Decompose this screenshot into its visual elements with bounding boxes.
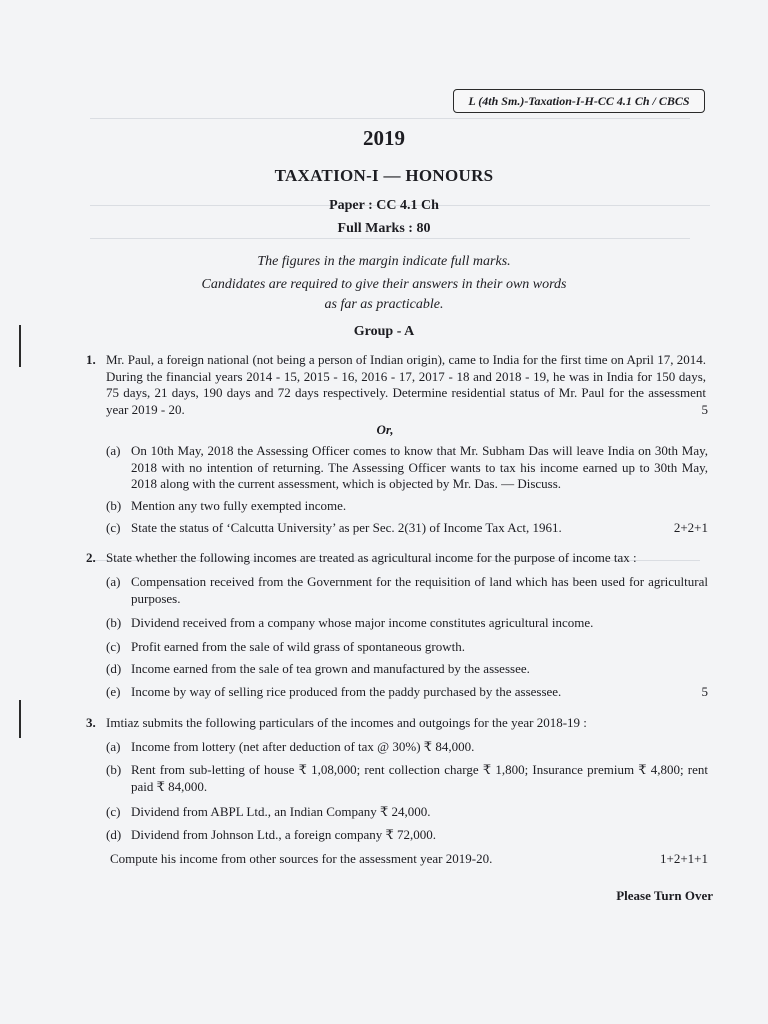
question-footer-text: Compute his income from other sources for the assessment year 2019-20. [110, 851, 493, 866]
sub-question-label: (a) [106, 739, 121, 754]
instruction-line: Candidates are required to give their answers in their own words [201, 277, 567, 292]
sub-question-text: Dividend from Johnson Ltd., a foreign company ₹ 72,000. [131, 827, 437, 842]
sub-question-label: (c) [106, 520, 121, 535]
full-marks: Full Marks : 80 [337, 221, 431, 236]
question-number: 1. [86, 352, 96, 367]
sub-question-label: (b) [106, 615, 122, 630]
bleed-through-line [90, 118, 690, 119]
sub-question-text: State the status of ‘Calcutta University’ as per Sec. 2(31) of Income Tax Act, 1961. [131, 520, 562, 535]
question-number: 3. [86, 715, 96, 730]
sub-question-label: (a) [106, 443, 121, 458]
question-marks: 5 [701, 402, 708, 417]
sub-question-label: (a) [106, 574, 121, 589]
sub-question-text: On 10th May, 2018 the Assessing Officer comes to know that Mr. Subham Das will leave India on 30th May, 2018 with no intention of returning. The Assessing Officer wants to tax his income earned up to 30th May, 2018 along with the current assessment, which is objected by Mr. Das. — Discuss. [131, 443, 708, 491]
margin-mark [19, 700, 21, 738]
question-marks: 1+2+1+1 [660, 851, 708, 866]
paper-code: Paper : CC 4.1 Ch [329, 198, 439, 213]
question-text: Mr. Paul, a foreign national (not being a person of Indian origin), came to India for the first time on April 17, 2014. During the financial years 2014 - 15, 2015 - 16, 2016 - 17, 2017 - 18 and 2018 - 19, he was in India for 150 days, 75 days, 21 days, 190 days and 72 days respectively. Determine residential status of Mr. Paul for the assessment year 2019 - 20. [106, 352, 706, 417]
sub-question-text: Income from lottery (net after deduction of tax @ 30%) ₹ 84,000. [131, 739, 475, 754]
bleed-through-line [90, 238, 690, 239]
sub-question-text: Profit earned from the sale of wild grass of spontaneous growth. [131, 639, 465, 654]
question-marks: 5 [701, 684, 708, 699]
sub-question-label: (c) [106, 804, 121, 819]
question-text: Imtiaz submits the following particulars of the incomes and outgoings for the year 2018-19 : [106, 715, 587, 730]
question-marks: 2+2+1 [673, 520, 708, 535]
or-separator: Or, [376, 422, 394, 437]
sub-question-text: Income earned from the sale of tea grown and manufactured by the assessee. [131, 661, 530, 676]
sub-question-text: Dividend from ABPL Ltd., an Indian Company ₹ 24,000. [131, 804, 431, 819]
sub-question-label: (d) [106, 827, 122, 842]
exam-year: 2019 [363, 126, 405, 150]
sub-question-text: Mention any two fully exempted income. [131, 498, 347, 513]
instruction-line: The figures in the margin indicate full marks. [257, 254, 511, 269]
sub-question-label: (d) [106, 661, 122, 676]
sub-question-text: Compensation received from the Government for the requisition of land which has been used for agricultural purposes. [131, 574, 708, 606]
instruction-line: as far as practicable. [324, 297, 444, 312]
please-turn-over: Please Turn Over [616, 888, 713, 903]
sub-question-text: Income by way of selling rice produced from the paddy purchased by the assessee. [131, 684, 562, 699]
exam-subject: TAXATION-I — HONOURS [274, 166, 494, 185]
group-heading: Group - A [353, 324, 415, 339]
question-number: 2. [86, 550, 96, 565]
sub-question-label: (b) [106, 498, 122, 513]
paper-code-box: L (4th Sm.)-Taxation-I-H-CC 4.1 Ch / CBCS [453, 89, 705, 113]
sub-question-label: (e) [106, 684, 121, 699]
question-text: State whether the following incomes are treated as agricultural income for the purpose of income tax : [106, 550, 637, 565]
sub-question-label: (c) [106, 639, 121, 654]
sub-question-text: Dividend received from a company whose major income constitutes agricultural income. [131, 615, 594, 630]
sub-question-text: Rent from sub-letting of house ₹ 1,08,000; rent collection charge ₹ 1,800; Insurance premium ₹ 4,800; rent paid ₹ 84,000. [131, 762, 708, 794]
sub-question-label: (b) [106, 762, 122, 777]
